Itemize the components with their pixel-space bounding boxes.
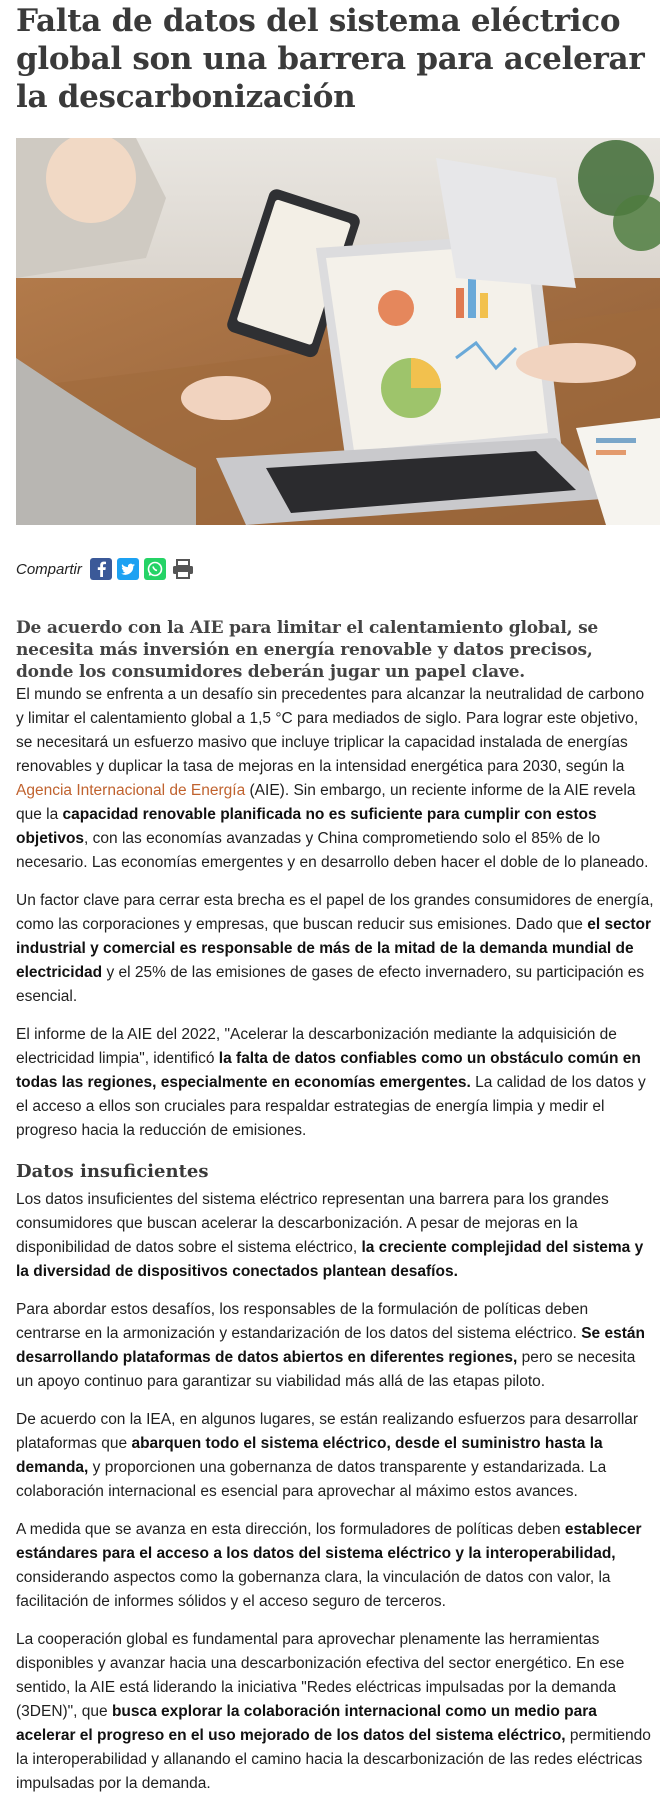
paragraph-8: La cooperación global es fundamental para aprovechar plenamente las herramientas disponibles y avanzar hacia una descarbonización efectiva del sector energético. En ese sentido, la AIE está liderando la iniciativa "Redes eléctricas impulsadas por la demanda (3DEN)", que busca explorar la colaboración internacional como un medio para acelerar el progreso en el uso mejorado de los datos del sistema eléctrico, permitiendo la interoperabilidad y allanando el camino hacia la descarbonización de las redes eléctricas impulsadas por la demanda. — [16, 1631, 651, 1792]
paragraph-6: De acuerdo con la IEA, en algunos lugares, se están realizando esfuerzos para desarrollar plataformas que abarquen todo el sistema eléctrico, desde el suministro hasta la demanda, y proporcionen una gobernanza de datos transparente y estandarizada. La colaboración internacional es esencial para aprovechar al máximo estos avances. — [16, 1411, 639, 1500]
paragraph-2: Un factor clave para cerrar esta brecha es el papel de los grandes consumidores de energía, como las corporaciones y empresas, que buscan reducir sus emisiones. Dado que el sector industrial y comercial es responsable de más de la mitad de la demanda mundial de electricidad y el 25% de las emisiones de gases de efecto invernadero, su participación es esencial. — [16, 892, 654, 1005]
paragraph-1: El mundo se enfrenta a un desafío sin precedentes para alcanzar la neutralidad de carbono y limitar el calentamiento global a 1,5 °C para mediados de siglo. Para lograr este objetivo, se necesitará un esfuerzo masivo que incluye triplicar la capacidad instalada de energías renovables y duplicar la tasa de mejoras en la intensidad energética para 2030, según la Agencia Internacional de Energía (AIE). Sin embargo, un reciente informe de la AIE revela que la capacidad renovable planificada no es suficiente para cumplir con estos objetivos, con las economías avanzadas y China comprometiendo solo el 85% de lo necesario. Las economías emergentes y en desarrollo deben hacer el doble de lo planeado. — [16, 686, 649, 871]
twitter-icon[interactable] — [117, 558, 139, 580]
print-icon[interactable] — [171, 558, 193, 580]
paragraph-5: Para abordar estos desafíos, los responsables de la formulación de políticas deben centrarse en la armonización y estandarización de los datos del sistema eléctrico. Se están desarrollando plataformas de datos abiertos en diferentes regiones, pero se necesita un apoyo continuo para garantizar su viabilidad más allá de las etapas piloto. — [16, 1301, 645, 1390]
hero-photo-illustration — [16, 138, 660, 525]
facebook-icon[interactable] — [90, 558, 112, 580]
article-title: Falta de datos del sistema eléctrico global son una barrera para acelerar la descarbonización — [16, 3, 645, 115]
paragraph-4: Los datos insuficientes del sistema eléctrico representan una barrera para los grandes consumidores que buscan acelerar la descarbonización. A pesar de mejoras en la disponibilidad de datos sobre el sistema eléctrico, la creciente complejidad del sistema y la diversidad de dispositivos conectados plantean desafíos. — [16, 1191, 644, 1280]
paragraph-7: A medida que se avanza en esta dirección, los formuladores de políticas deben establecer estándares para el acceso a los datos del sistema eléctrico y la interoperabilidad, considerando aspectos como la gobernanza clara, la vinculación de datos con valor, la facilitación de informes sólidos y el acceso seguro de terceros. — [16, 1521, 642, 1610]
hero-image — [16, 138, 660, 525]
subheading-datos-insuficientes: Datos insuficientes — [16, 1161, 209, 1182]
whatsapp-icon[interactable] — [144, 558, 166, 580]
article-lead: De acuerdo con la AIE para limitar el calentamiento global, se necesita más inversión en energía renovable y datos precisos, donde los consumidores deberán jugar un papel clave. — [16, 618, 599, 682]
paragraph-3: El informe de la AIE del 2022, "Acelerar la descarbonización mediante la adquisición de electricidad limpia", identificó la falta de datos confiables como un obstáculo común en todas las regiones, especialmente en economías emergentes. La calidad de los datos y el acceso a ellos son cruciales para respaldar estrategias de energía limpia y medir el progreso hacia la reducción de emisiones. — [16, 1026, 646, 1139]
share-label: Compartir — [16, 560, 82, 578]
share-bar — [16, 555, 655, 583]
aie-link[interactable]: Agencia Internacional de Energía — [16, 782, 246, 799]
